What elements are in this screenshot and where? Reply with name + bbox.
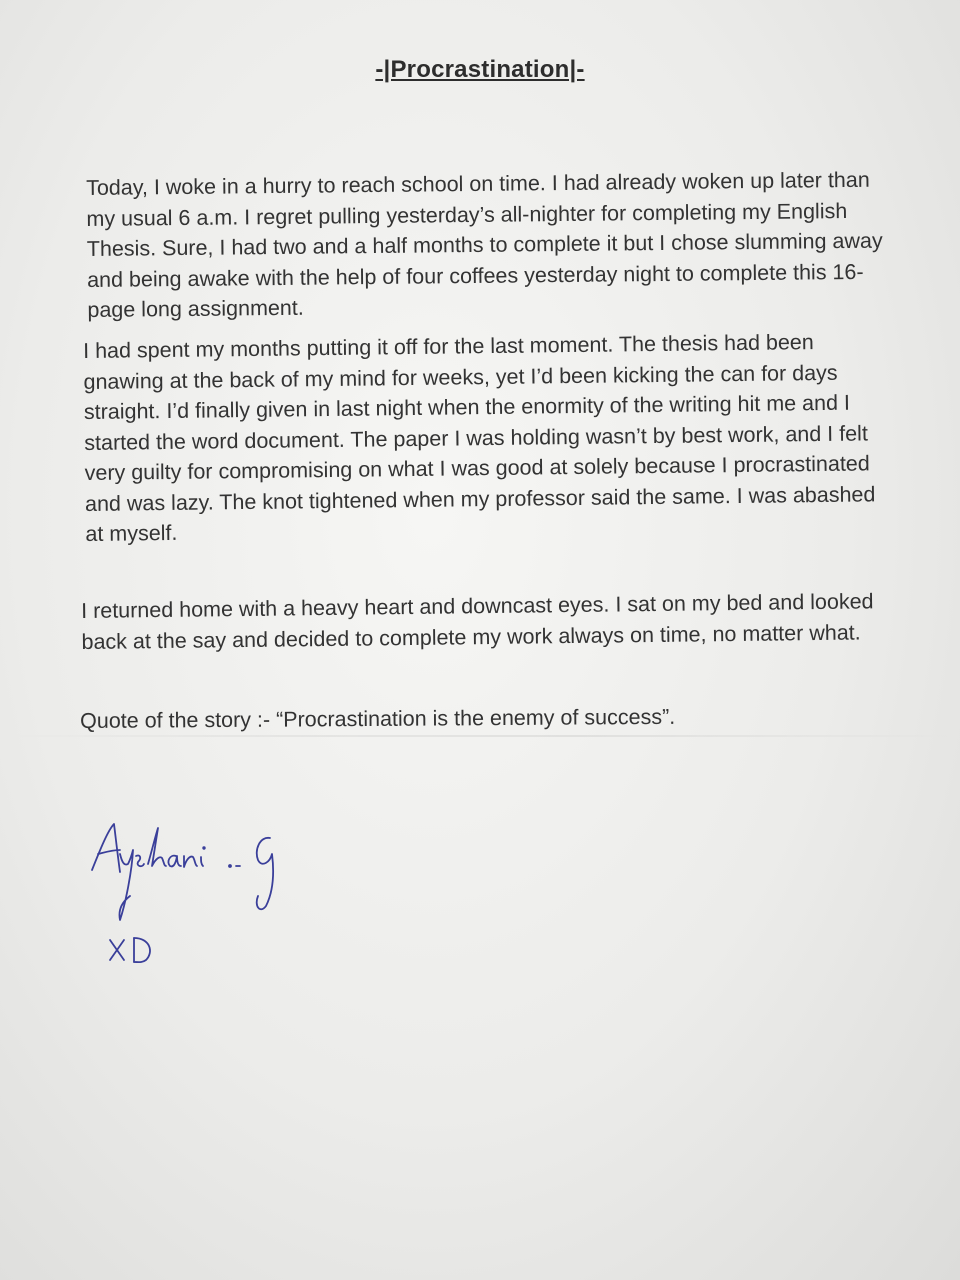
story-quote: Quote of the story :- “Procrastination is the enemy of success”. <box>80 704 676 733</box>
paragraph-1: Today, I woke in a hurry to reach school on time. I had already woken up later than my usual 6 a.m. I regret pulling yesterday’s all-nighter for completing my English Thesis. Sure, I had two and a half months to complete it but I chose slumming away and being awake with the help of four coffees yesterday night to complete this 16-page long assignment. <box>86 167 883 322</box>
handwritten-signature <box>80 810 310 980</box>
paragraph-2: I had spent my months putting it off for the last moment. The thesis had been gnawing at the back of my mind for weeks, yet I’d been kicking the can for days straight. I’d finally given in last night when the enormity of the writing hit me and I started the word document. The paper I was holding wasn’t by best work, and I felt very guilty for compromising on what I was good at solely because I procrastinated and was lazy. The knot tightened when my professor said the same. I was abashed at myself. <box>83 330 876 546</box>
document-title: -|Procrastination|- <box>375 56 585 83</box>
paragraph-3: I returned home with a heavy heart and downcast eyes. I sat on my bed and looked back at the say and decided to complete my work always on time, no matter what. <box>81 589 874 654</box>
